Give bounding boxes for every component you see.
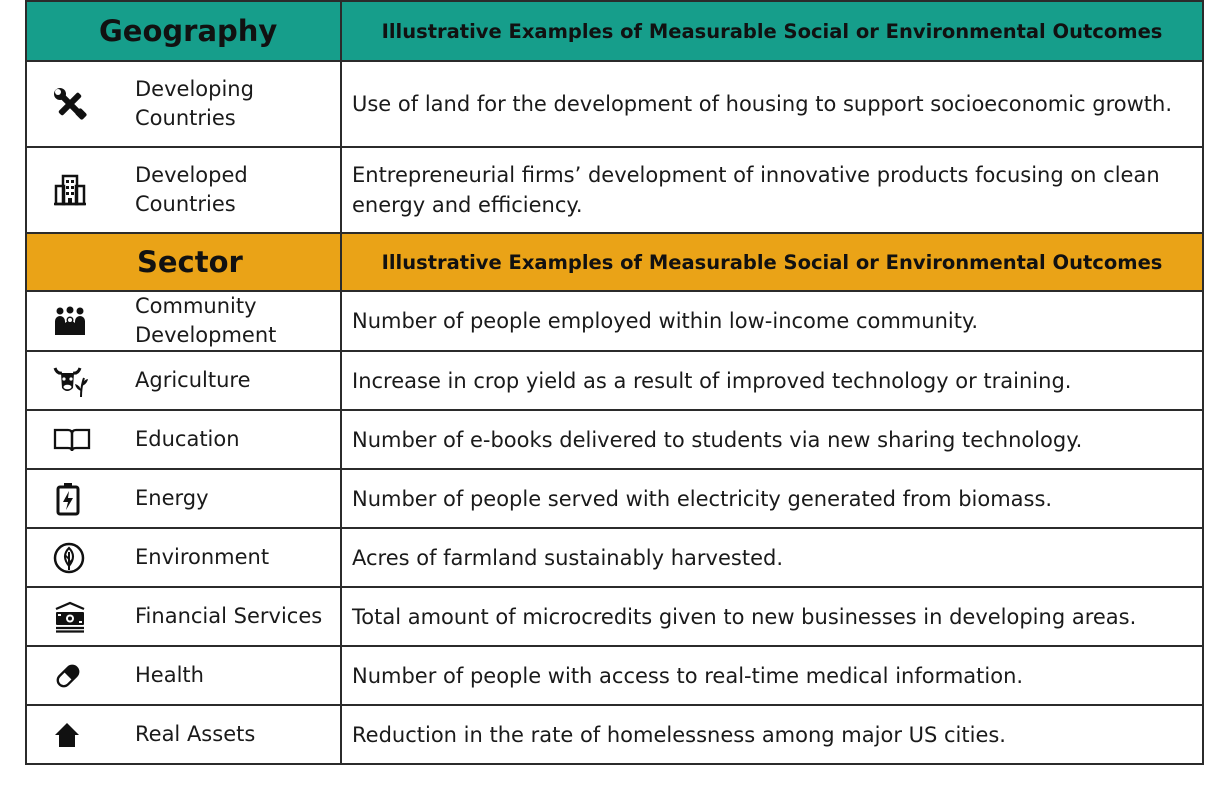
row-description: Reduction in the rate of homelessness among major US cities. <box>341 705 1203 764</box>
table-row <box>26 147 1203 233</box>
row-name: Agriculture <box>125 351 341 410</box>
geography-column-header-cell <box>341 1 1203 61</box>
tools-icon <box>53 87 87 121</box>
row-name: Education <box>125 410 341 469</box>
house-icon <box>53 721 81 749</box>
sector-column-header: Illustrative Examples of Measurable Social or Environmental Outcomes <box>381 250 1163 274</box>
table-row <box>26 61 1203 147</box>
battery-bolt-icon <box>53 482 83 516</box>
row-description: Number of people served with electricity generated from biomass. <box>341 469 1203 528</box>
table-row <box>26 528 1203 587</box>
table-row <box>26 587 1203 646</box>
row-description: Number of e-books delivered to students via new sharing technology. <box>341 410 1203 469</box>
table-row <box>26 291 1203 351</box>
row-name: Community Development <box>125 291 341 351</box>
row-name: Environment <box>125 528 341 587</box>
outcomes-table <box>25 0 1204 765</box>
row-name: Health <box>125 646 341 705</box>
sector-column-header-cell <box>341 233 1203 291</box>
cow-plant-icon <box>53 364 89 398</box>
geography-title-cell <box>26 1 341 61</box>
row-name: Financial Services <box>125 587 341 646</box>
row-description: Total amount of microcredits given to new businesses in developing areas. <box>341 587 1203 646</box>
table-row <box>26 351 1203 410</box>
city-buildings-icon <box>53 173 87 207</box>
sector-title: Sector <box>137 245 243 279</box>
pill-icon <box>53 661 83 691</box>
people-group-icon <box>53 306 87 336</box>
sector-title-cell <box>26 233 341 291</box>
open-book-icon <box>53 427 91 453</box>
geography-header-row <box>26 1 1203 61</box>
table-row <box>26 646 1203 705</box>
leaf-circle-icon <box>53 542 85 574</box>
table-row <box>26 410 1203 469</box>
row-description: Use of land for the development of housing to support socioeconomic growth. <box>341 61 1203 147</box>
row-name: Developing Countries <box>125 61 341 147</box>
row-description: Number of people with access to real-time medical information. <box>341 646 1203 705</box>
geography-column-header: Illustrative Examples of Measurable Social or Environmental Outcomes <box>381 19 1163 43</box>
table-row <box>26 469 1203 528</box>
row-name: Energy <box>125 469 341 528</box>
sector-header-row <box>26 233 1203 291</box>
money-stack-icon <box>53 601 87 633</box>
row-name: Real Assets <box>125 705 341 764</box>
row-description: Number of people employed within low-income community. <box>341 291 1203 351</box>
row-description: Increase in crop yield as a result of improved technology or training. <box>341 351 1203 410</box>
row-description: Entrepreneurial firms’ development of innovative products focusing on clean energy and efficiency. <box>341 147 1203 233</box>
row-description: Acres of farmland sustainably harvested. <box>341 528 1203 587</box>
row-name: Developed Countries <box>125 147 341 233</box>
table-row <box>26 705 1203 764</box>
geography-title: Geography <box>99 14 278 48</box>
